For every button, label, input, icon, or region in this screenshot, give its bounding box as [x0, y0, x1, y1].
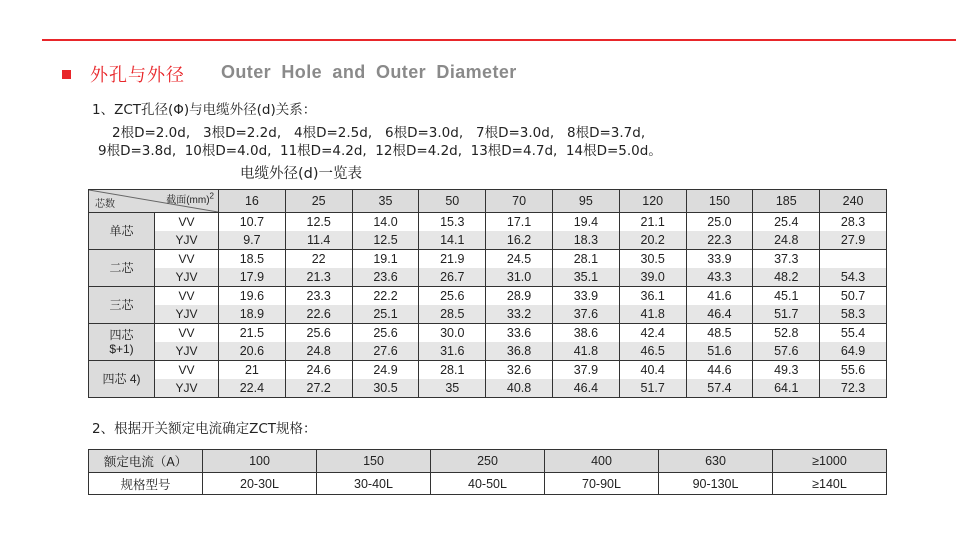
diameter-cell: 12.5 [352, 231, 419, 250]
section1-rule-line-2: 9根D=3.8d, 10根D=4.0d, 11根D=4.2d, 12根D=4.2d, 13根D=4.7d, 14根D=5.0d。 [98, 143, 662, 159]
cable-type-cell: YJV [155, 305, 219, 324]
diameter-cell: 11.4 [285, 231, 352, 250]
section-header-cell: 240 [820, 190, 887, 213]
section-header-cell: 150 [686, 190, 753, 213]
diameter-cell: 44.6 [686, 361, 753, 380]
cable-type-cell: VV [155, 213, 219, 232]
cable-type-cell: VV [155, 287, 219, 306]
diameter-cell [820, 250, 887, 269]
section2-title: 2、根据开关额定电流确定ZCT规格： [92, 421, 317, 437]
diameter-cell: 22.3 [686, 231, 753, 250]
section-bullet-square [62, 70, 71, 79]
spec-model-cell: 40-50L [431, 473, 545, 495]
page-title-cn: 外孔与外径 [90, 65, 185, 86]
diameter-cell: 19.1 [352, 250, 419, 269]
core-count-cell [89, 324, 155, 361]
diameter-cell: 27.6 [352, 342, 419, 361]
diameter-cell: 57.4 [686, 379, 753, 398]
diameter-cell: 21.1 [619, 213, 686, 232]
rated-current-cell: 100 [203, 450, 317, 473]
diameter-cell: 25.0 [686, 213, 753, 232]
diameter-cell: 49.3 [753, 361, 820, 380]
core-count-cell [89, 250, 155, 287]
diameter-cell: 41.8 [552, 342, 619, 361]
diameter-cell: 22 [285, 250, 352, 269]
diameter-cell: 20.2 [619, 231, 686, 250]
zct-spec-table [88, 449, 887, 495]
diameter-cell: 31.6 [419, 342, 486, 361]
table-row [89, 342, 887, 361]
diameter-cell: 33.9 [552, 287, 619, 306]
diameter-cell: 24.6 [285, 361, 352, 380]
diameter-cell: 18.3 [552, 231, 619, 250]
top-divider-line [42, 39, 956, 41]
rated-current-cell: 250 [431, 450, 545, 473]
diameter-cell: 64.9 [820, 342, 887, 361]
diameter-cell: 18.9 [219, 305, 286, 324]
spec-model-cell: ≥140L [773, 473, 887, 495]
diameter-cell: 21 [219, 361, 286, 380]
section-header-cell: 16 [219, 190, 286, 213]
diameter-cell: 25.6 [419, 287, 486, 306]
diameter-cell: 21.3 [285, 268, 352, 287]
core-count-label: 四芯 4) [102, 372, 141, 386]
diameter-cell: 16.2 [486, 231, 553, 250]
diameter-cell: 35 [419, 379, 486, 398]
diameter-cell: 25.4 [753, 213, 820, 232]
diameter-cell: 19.6 [219, 287, 286, 306]
spec-model-cell: 70-90L [545, 473, 659, 495]
diameter-cell: 25.6 [352, 324, 419, 343]
table1-header-row [89, 190, 887, 213]
diameter-cell: 24.8 [753, 231, 820, 250]
diameter-cell: 51.6 [686, 342, 753, 361]
corner-section-label [166, 191, 214, 206]
diameter-cell: 28.1 [419, 361, 486, 380]
diameter-cell: 28.1 [552, 250, 619, 269]
rated-current-label: 额定电流（A） [89, 450, 203, 473]
cable-type-cell: YJV [155, 268, 219, 287]
spec-model-label: 规格型号 [89, 473, 203, 495]
cable-type-cell: VV [155, 361, 219, 380]
section-header-cell: 95 [552, 190, 619, 213]
table-row [89, 305, 887, 324]
diameter-cell: 22.6 [285, 305, 352, 324]
diameter-cell: 28.5 [419, 305, 486, 324]
rated-current-row [89, 450, 887, 473]
core-count-sublabel: $+1) [109, 342, 134, 356]
cable-diameter-table [88, 189, 887, 398]
section-header-cell: 50 [419, 190, 486, 213]
diameter-cell: 10.7 [219, 213, 286, 232]
diameter-cell: 22.2 [352, 287, 419, 306]
diameter-cell: 40.8 [486, 379, 553, 398]
table-row [89, 213, 887, 232]
section-header-cell: 70 [486, 190, 553, 213]
diameter-cell: 35.1 [552, 268, 619, 287]
cable-type-cell: YJV [155, 342, 219, 361]
table-row [89, 287, 887, 306]
diameter-cell: 48.2 [753, 268, 820, 287]
section-header-cell: 35 [352, 190, 419, 213]
spec-model-cell: 20-30L [203, 473, 317, 495]
diameter-cell: 41.6 [686, 287, 753, 306]
spec-model-cell: 30-40L [317, 473, 431, 495]
table-row [89, 250, 887, 269]
table-row [89, 268, 887, 287]
cable-type-cell: YJV [155, 231, 219, 250]
diameter-cell: 57.6 [753, 342, 820, 361]
diameter-cell: 48.5 [686, 324, 753, 343]
table-row [89, 361, 887, 380]
core-count-label: 单芯 [109, 224, 134, 238]
diameter-cell: 46.5 [619, 342, 686, 361]
diameter-cell: 25.1 [352, 305, 419, 324]
diameter-cell: 27.2 [285, 379, 352, 398]
page-title-en: Outer Hole and Outer Diameter [221, 62, 517, 82]
diameter-cell: 37.3 [753, 250, 820, 269]
diameter-cell: 28.9 [486, 287, 553, 306]
diameter-cell: 14.1 [419, 231, 486, 250]
section1-rule-line-1: 2根D=2.0d, 3根D=2.2d, 4根D=2.5d, 6根D=3.0d, 7根D=3.0d, 8根D=3.7d, [112, 125, 646, 141]
diameter-cell: 43.3 [686, 268, 753, 287]
diameter-cell: 36.8 [486, 342, 553, 361]
diameter-cell: 50.7 [820, 287, 887, 306]
diameter-cell: 24.9 [352, 361, 419, 380]
diameter-cell: 52.8 [753, 324, 820, 343]
section-header-cell: 120 [619, 190, 686, 213]
diameter-cell: 72.3 [820, 379, 887, 398]
rated-current-cell: ≥1000 [773, 450, 887, 473]
diameter-cell: 33.6 [486, 324, 553, 343]
section-header-cell: 185 [753, 190, 820, 213]
diameter-cell: 31.0 [486, 268, 553, 287]
diameter-cell: 37.6 [552, 305, 619, 324]
rated-current-cell: 400 [545, 450, 659, 473]
diameter-cell: 27.9 [820, 231, 887, 250]
table1-caption: 电缆外径(d)一览表 [240, 166, 363, 182]
diameter-cell: 55.6 [820, 361, 887, 380]
rated-current-cell: 150 [317, 450, 431, 473]
section1-title: 1、ZCT孔径(Φ)与电缆外径(d)关系： [92, 102, 317, 118]
diameter-cell: 58.3 [820, 305, 887, 324]
diameter-cell: 30.5 [352, 379, 419, 398]
diameter-cell: 23.6 [352, 268, 419, 287]
spec-model-row [89, 473, 887, 495]
table-row [89, 379, 887, 398]
diameter-cell: 25.6 [285, 324, 352, 343]
diameter-cell: 46.4 [686, 305, 753, 324]
diameter-cell: 64.1 [753, 379, 820, 398]
diameter-cell: 17.9 [219, 268, 286, 287]
diameter-cell: 28.3 [820, 213, 887, 232]
diameter-cell: 12.5 [285, 213, 352, 232]
diameter-cell: 40.4 [619, 361, 686, 380]
diameter-cell: 30.0 [419, 324, 486, 343]
corner-section-text: 截面(mm) [166, 195, 210, 206]
diameter-cell: 51.7 [753, 305, 820, 324]
diameter-cell: 24.8 [285, 342, 352, 361]
diameter-cell: 17.1 [486, 213, 553, 232]
diameter-cell: 55.4 [820, 324, 887, 343]
diameter-cell: 23.3 [285, 287, 352, 306]
diameter-cell: 14.0 [352, 213, 419, 232]
diameter-cell: 22.4 [219, 379, 286, 398]
diameter-cell: 20.6 [219, 342, 286, 361]
core-count-cell [89, 287, 155, 324]
section-header-cell: 25 [285, 190, 352, 213]
diameter-cell: 39.0 [619, 268, 686, 287]
core-count-label: 二芯 [109, 261, 134, 275]
diameter-cell: 45.1 [753, 287, 820, 306]
diameter-cell: 54.3 [820, 268, 887, 287]
diameter-cell: 21.9 [419, 250, 486, 269]
corner-core-label: 芯数 [95, 199, 115, 210]
diameter-cell: 18.5 [219, 250, 286, 269]
diameter-cell: 9.7 [219, 231, 286, 250]
diameter-cell: 51.7 [619, 379, 686, 398]
diameter-cell: 36.1 [619, 287, 686, 306]
diameter-cell: 21.5 [219, 324, 286, 343]
cable-type-cell: VV [155, 250, 219, 269]
diameter-cell: 26.7 [419, 268, 486, 287]
table-row [89, 231, 887, 250]
diameter-cell: 46.4 [552, 379, 619, 398]
core-count-label: 三芯 [109, 298, 134, 312]
diameter-cell: 32.6 [486, 361, 553, 380]
diameter-cell: 37.9 [552, 361, 619, 380]
diameter-cell: 42.4 [619, 324, 686, 343]
diameter-cell: 33.9 [686, 250, 753, 269]
core-count-cell [89, 361, 155, 398]
cable-type-cell: YJV [155, 379, 219, 398]
core-count-label: 四芯 [109, 328, 134, 342]
core-count-cell [89, 213, 155, 250]
table1-corner-cell [89, 190, 219, 213]
spec-model-cell: 90-130L [659, 473, 773, 495]
rated-current-cell: 630 [659, 450, 773, 473]
cable-type-cell: VV [155, 324, 219, 343]
diameter-cell: 30.5 [619, 250, 686, 269]
diameter-cell: 24.5 [486, 250, 553, 269]
diameter-cell: 19.4 [552, 213, 619, 232]
diameter-cell: 15.3 [419, 213, 486, 232]
diameter-cell: 38.6 [552, 324, 619, 343]
diameter-cell: 41.8 [619, 305, 686, 324]
table-row [89, 324, 887, 343]
corner-section-sup: 2 [209, 191, 214, 201]
diameter-cell: 33.2 [486, 305, 553, 324]
